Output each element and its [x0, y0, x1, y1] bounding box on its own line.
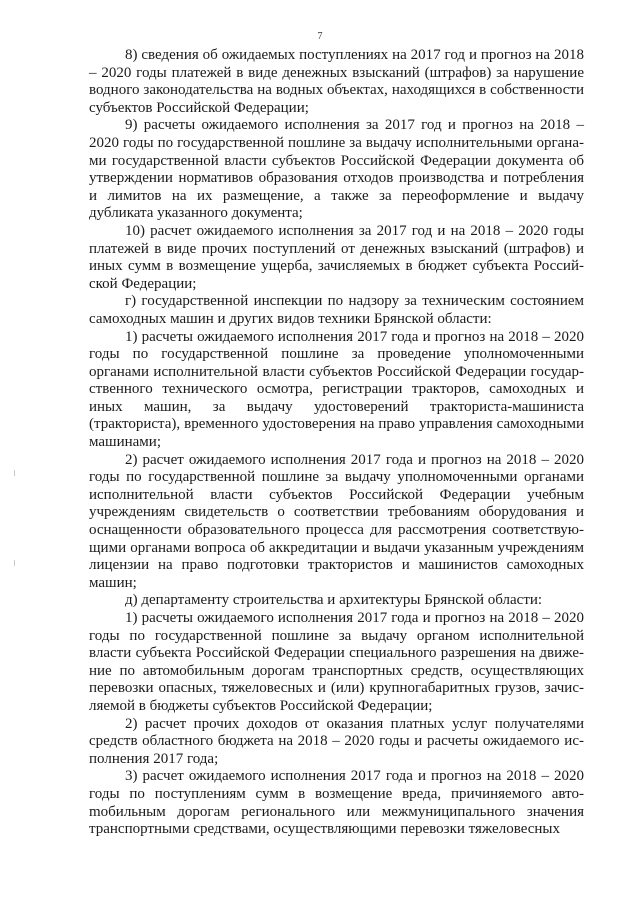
- paragraph-item-9-waste-fees: 9) расчеты ожидаемого исполнения за 2017 год и прогноз на 2018 – 2020 годы по государственной пошлине за выдачу исполнительными органами государственной власти субъектов Российской Федерации документа об утверждении нормативов образования отходов производства и потребления и лимитов на их размещение, а также за переоформление и выдачу дубликата указанного документа;: [89, 117, 584, 222]
- paragraph-section-g-inspection: г) государственной инспекции по надзору за техническим состоянием самоходных машин и других видов техники Брянской области:: [89, 293, 584, 327]
- scan-edge-mark: [14, 470, 15, 476]
- paragraph-g-item-1: 1) расчеты ожидаемого исполнения 2017 года и прогноз на 2018 – 2020 годы по государственной пошлине за проведение уполномоченными органами исполнительной власти субъектов Российской Федерации государственного технического осмотра, регистрации тракторов, самоходных и иных машин, за выдачу удостоверений тракториста-машиниста (тракториста), временного удостоверения на право управления самоходными машинами;: [89, 328, 584, 451]
- scan-edge-mark: [14, 560, 15, 566]
- paragraph-item-10-other-fines: 10) расчет ожидаемого исполнения за 2017 год и на 2018 – 2020 годы платежей в виде прочих поступлений от денежных взысканий (штрафов) и иных сумм в возмещение ущерба, зачисляемых в бюджет субъекта Российской Федерации;: [89, 222, 584, 292]
- paragraph-d-item-2: 2) расчет прочих доходов от оказания платных услуг получателями средств областного бюджета на 2018 – 2020 годы и расчеты ожидаемого исполнения 2017 года;: [89, 715, 584, 767]
- paragraph-item-8-water-fines: 8) сведения об ожидаемых поступлениях на 2017 год и прогноз на 2018 – 2020 годы платежей в виде денежных взысканий (штрафов) за нарушение водного законодательства на водных объектах, находящихся в собственности субъектов Российской Федерации;: [89, 47, 584, 116]
- paragraph-d-item-1: 1) расчеты ожидаемого исполнения 2017 года и прогноз на 2018 – 2020 годы по государственной пошлине за выдачу органом исполнительной власти субъекта Российской Федерации специального разрешения на движение по автомобильным дорогам транспортных средств, осуществляющих перевозки опасных, тяжеловесных и (или) крупногабаритных грузов, зачисляемой в бюджеты субъектов Российской Федерации;: [89, 610, 584, 714]
- paragraph-section-d-construction: д) департаменту строительства и архитектуры Брянской области:: [125, 592, 543, 609]
- document-body: [89, 47, 584, 839]
- paragraph-g-item-2: 2) расчет ожидаемого исполнения 2017 года и прогноз на 2018 – 2020 годы по государственной пошлине за выдачу уполномоченными органами исполнительной власти субъектов Российской Федерации учебным учреждениям свидетельств о соответствии требованиям оборудования и оснащенности образовательного процесса для рассмотрения соответствующими органами вопроса об аккредитации и выдачи указанным учреждениям лицензии на право подготовки трактористов и машинистов самоходных машин;: [89, 451, 584, 591]
- paragraph-d-item-3: 3) расчет ожидаемого исполнения 2017 года и прогноз на 2018 – 2020 годы по поступлениям сумм в возмещение вреда, причиняемого автоmобильным дорогам регионального или межмуниципального значения транспортными средствами, осуществляющими перевозки тяжеловесных: [89, 768, 584, 838]
- page-number: 7: [317, 31, 323, 42]
